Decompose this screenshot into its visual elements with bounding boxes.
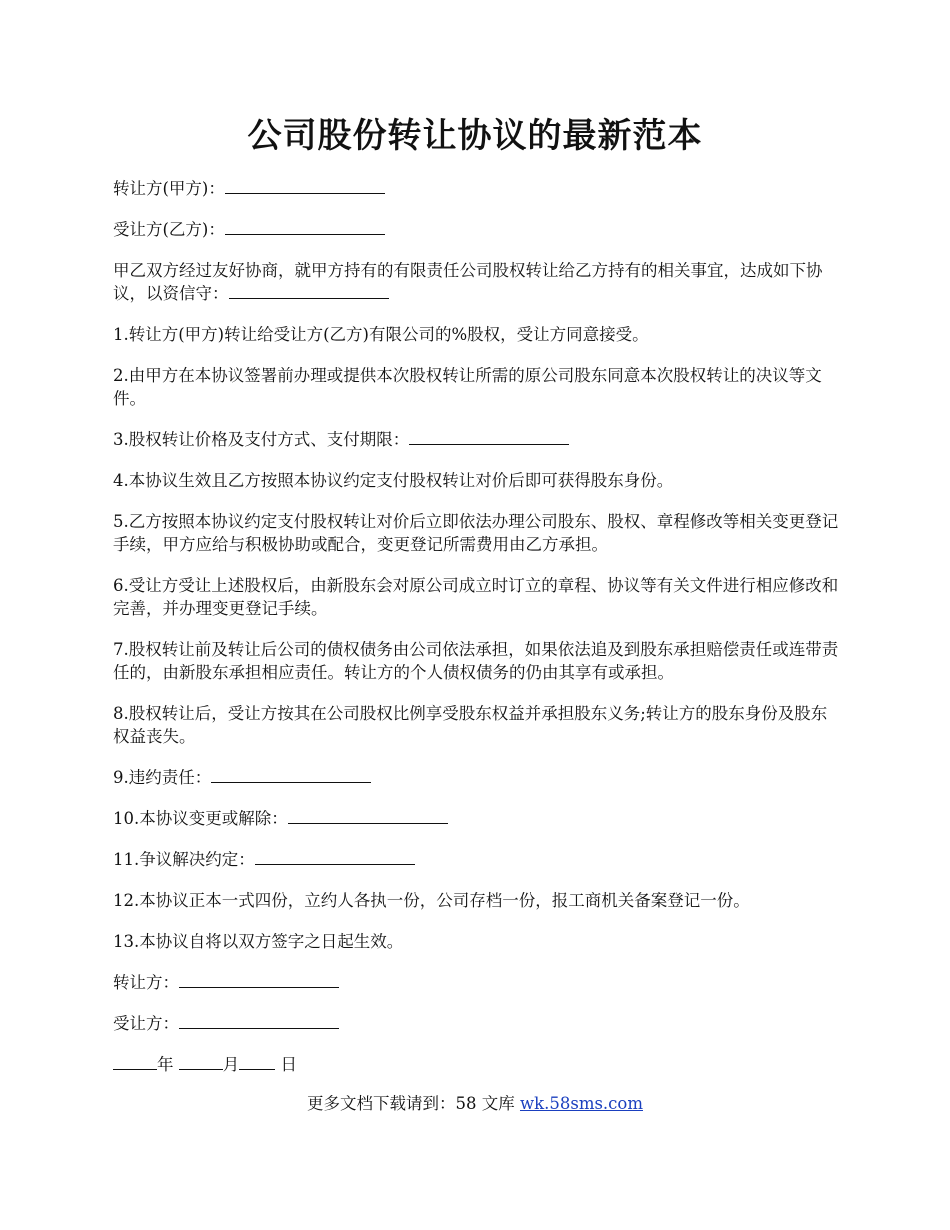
clause-10 — [113, 807, 841, 830]
clause-10-blank — [288, 808, 448, 824]
intro-paragraph — [113, 259, 841, 305]
clause-6: 6.受让方受让上述股权后，由新股东会对原公司成立时订立的章程、协议等有关文件进行相应修改和完善，并办理变更登记手续。 — [113, 576, 839, 618]
transferee-blank — [225, 219, 385, 235]
sign-transferor-label: 转让方： — [113, 973, 179, 992]
date-line — [113, 1053, 841, 1076]
year-label: 年 — [157, 1055, 174, 1074]
clause-5: 5.乙方按照本协议约定支付股权转让对价后立即依法办理公司股东、股权、章程修改等相关变更登记手续，甲方应给与积极协助或配合，变更登记所需费用由乙方承担。 — [113, 512, 839, 554]
clause-3-blank — [409, 429, 569, 445]
clause-10-text: 10.本协议变更或解除： — [113, 809, 288, 828]
clause-11-text: 11.争议解决约定： — [113, 850, 255, 869]
clause-1: 1.转让方(甲方)转让给受让方(乙方)有限公司的%股权，受让方同意接受。 — [113, 325, 649, 344]
clause-9-text: 9.违约责任： — [113, 768, 212, 787]
intro-text: 甲乙双方经过友好协商，就甲方持有的有限责任公司股权转让给乙方持有的相关事宜，达成如下协议，以资信守： — [113, 261, 823, 303]
clause-2: 2.由甲方在本协议签署前办理或提供本次股权转让所需的原公司股东同意本次股权转让的决议等文件。 — [113, 366, 822, 408]
clause-11 — [113, 848, 841, 871]
transferor-label: 转让方(甲方)： — [113, 179, 225, 198]
download-footer — [0, 1092, 950, 1116]
clause-3-text: 3.股权转让价格及支付方式、支付期限： — [113, 430, 410, 449]
clause-8: 8.股权转让后，受让方按其在公司股权比例享受股东权益并承担股东义务;转让方的股东身份及股东权益丧失。 — [113, 704, 828, 746]
transferor-line — [113, 177, 841, 200]
clause-13: 13.本协议自将以双方签字之日起生效。 — [113, 932, 404, 951]
day-label: 日 — [280, 1055, 297, 1074]
clause-4: 4.本协议生效且乙方按照本协议约定支付股权转让对价后即可获得股东身份。 — [113, 471, 674, 490]
year-blank — [113, 1054, 157, 1070]
sign-transferor-blank — [179, 972, 339, 988]
footer-link[interactable]: wk.58sms.com — [519, 1094, 643, 1113]
month-blank — [179, 1054, 223, 1070]
document-title: 公司股份转让协议的最新范本 — [247, 116, 703, 156]
clause-12: 12.本协议正本一式四份，立约人各执一份，公司存档一份，报工商机关备案登记一份。 — [113, 891, 750, 910]
document-body — [113, 177, 841, 1094]
clause-9-blank — [211, 767, 371, 783]
transferee-label: 受让方(乙方)： — [113, 220, 225, 239]
sign-transferee-line — [113, 1012, 841, 1035]
month-label: 月 — [222, 1055, 240, 1074]
transferee-line — [113, 218, 841, 241]
clause-3 — [113, 428, 841, 451]
clause-11-blank — [255, 849, 415, 865]
intro-blank — [229, 283, 389, 299]
day-blank — [239, 1054, 275, 1070]
sign-transferor-line — [113, 971, 841, 994]
clause-9 — [113, 766, 841, 789]
footer-text: 更多文档下载请到：58 文库 — [306, 1094, 520, 1113]
sign-transferee-blank — [179, 1013, 339, 1029]
sign-transferee-label: 受让方： — [113, 1014, 179, 1033]
transferor-blank — [225, 178, 385, 194]
clause-7: 7.股权转让前及转让后公司的债权债务由公司依法承担，如果依法追及到股东承担赔偿责任或连带责任的，由新股东承担相应责任。转让方的个人债权债务的仍由其享有或承担。 — [113, 640, 839, 682]
